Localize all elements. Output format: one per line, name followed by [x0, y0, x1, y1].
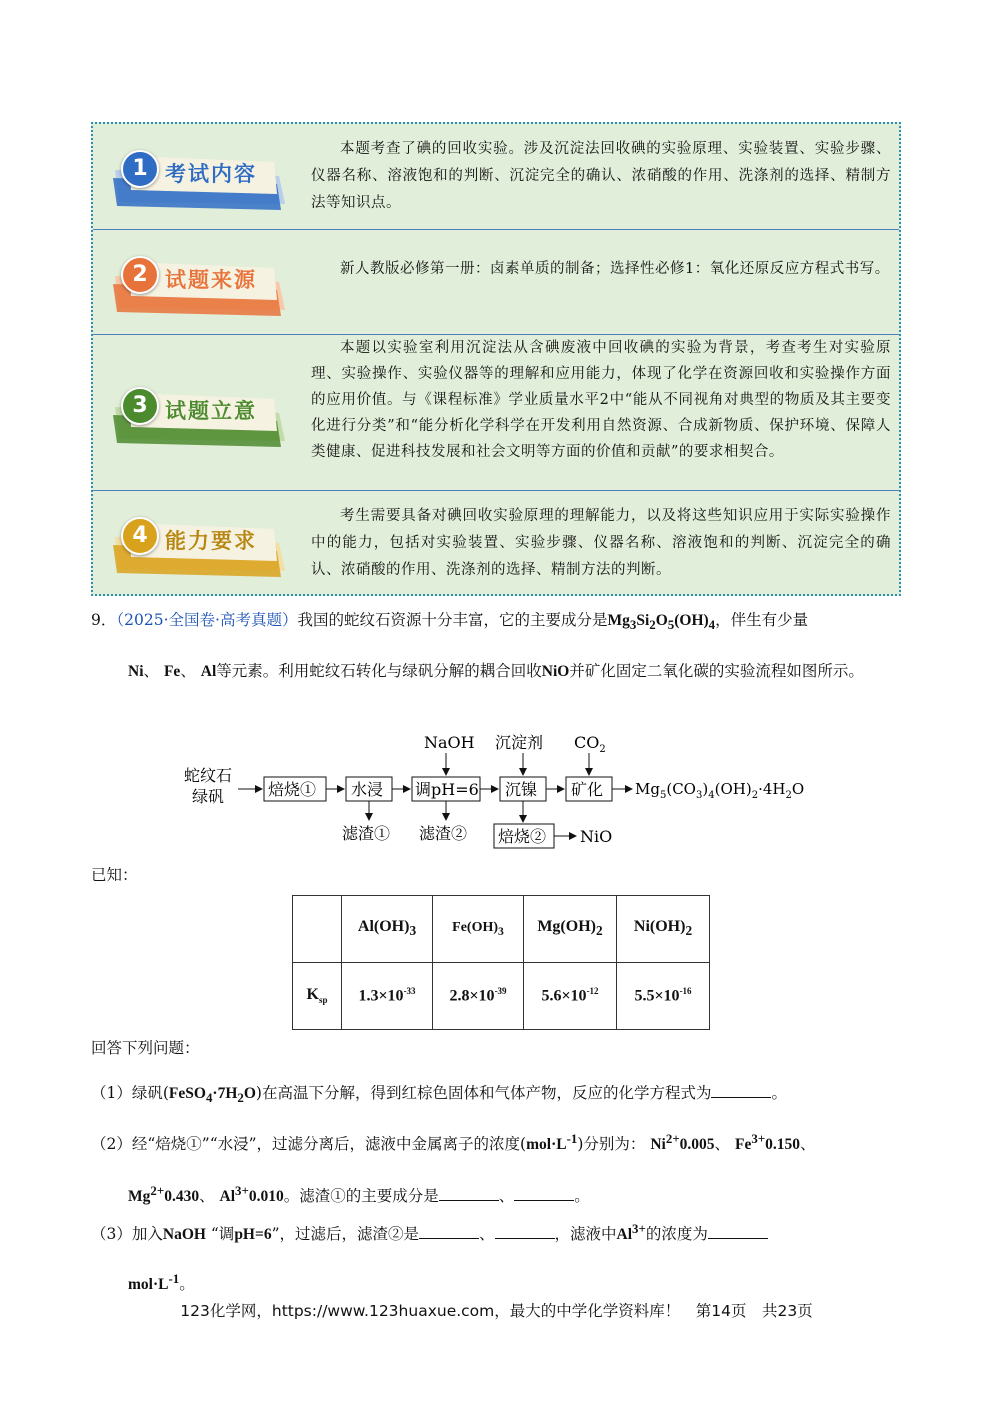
formula-green-vitriol: $FeSO_4\cdot 7H_2O$ [168, 1085, 256, 1106]
badge-label: 试题立意 [165, 399, 257, 423]
formula-serpentine: $Mg_3Si_2O_5(OH)_4$ [607, 612, 716, 633]
ksp-value-aloh3: $1.3\times 10^{-33}$ [342, 963, 433, 1030]
table-row [293, 963, 710, 1030]
question-source-link[interactable]: 2025·全国卷·高考真题 [124, 611, 282, 629]
process-flow-diagram [180, 728, 820, 854]
product-nio: NiO [580, 827, 613, 846]
badge-number: 4 [121, 517, 159, 555]
known-label: 已知： [91, 866, 138, 884]
step-roast1: 焙烧① [268, 780, 317, 799]
question-number: 9． [91, 611, 117, 629]
answer-intro: 回答下列问题： [91, 1039, 200, 1057]
answer-blank[interactable] [495, 1222, 555, 1239]
info-row-exam-content [93, 124, 899, 230]
unit-mol-per-l: $mol\cdot L^{-1}$ [526, 1131, 578, 1154]
answer-blank[interactable] [514, 1184, 574, 1201]
table-row [293, 896, 710, 963]
badge-label: 能力要求 [165, 529, 257, 553]
ksp-row-label: $K_{sp}$ [293, 963, 342, 1030]
ksp-col-feoh3: $Fe(OH)_3$ [433, 896, 524, 963]
residue-2: 滤渣② [419, 824, 468, 843]
page-footer: 123化学网，https://www.123huaxue.com，最大的中学化学资料库！ 第14页 共23页 [180, 1302, 813, 1320]
info-row-ability [93, 491, 899, 595]
answer-blank[interactable] [711, 1081, 771, 1098]
exam-content-text: 本题考查了碘的回收实验。涉及沉淀法回收碘的实验原理、实验装置、实验步骤、仪器名称、溶液饱和的判断、沉淀完全的确认、浓硝酸的作用、洗涤剂的选择、精制方法等知识点。 [311, 141, 891, 211]
ksp-value-feoh3: $2.8\times 10^{-39}$ [433, 963, 524, 1030]
ksp-col-nioh2: $Ni(OH)_2$ [617, 896, 710, 963]
reagent-naoh: NaOH [424, 733, 475, 752]
answer-blank[interactable] [708, 1222, 768, 1239]
answer-blank[interactable] [419, 1222, 479, 1239]
step-adjust-ph: 调pH=6 [415, 780, 479, 799]
badge-number: 3 [121, 387, 159, 425]
ability-text: 考生需要具备对碘回收实验原理的理解能力，以及将这些知识应用于实际实验操作中的能力，包括对实验装置、实验步骤、仪器名称、溶液饱和的判断、沉淀完全的确认、浓硝酸的作用、洗涤剂的选择、精制方法的判断。 [311, 508, 891, 578]
sub-question-1: （1）绿矾$(FeSO_4\cdot 7H_2O)$在高温下分解，得到红棕色固体和气体产物，反应的化学方程式为 。 [91, 1080, 787, 1111]
question-intro: 9．（2025·全国卷·高考真题）我国的蛇纹石资源十分丰富，它的主要成分是$Mg_3Si_2O_5(OH)_4$，伴生有少量 Ni、 Fe、 Al等元素。利用蛇纹石转化与绿矾分解的耦合回收NiO并矿化固定二氧化碳的实验流程如图所示。 [91, 611, 864, 681]
step-roast2: 焙烧② [498, 827, 547, 846]
badge-label: 考试内容 [165, 162, 257, 186]
analysis-info-box [91, 122, 901, 596]
ksp-value-nioh2: $5.5\times 10^{-16}$ [617, 963, 710, 1030]
reagent-precipitant: 沉淀剂 [495, 733, 544, 752]
raw-serpentine: 蛇纹石 [184, 766, 233, 785]
badge-intent [109, 379, 289, 449]
answer-blank[interactable] [439, 1184, 499, 1201]
residue-1: 滤渣① [342, 824, 391, 843]
badge-label: 试题来源 [165, 268, 257, 292]
sub-question-2: （2）经“焙烧①”“水浸”，过滤分离后，滤液中金属离子的浓度$(mol\cdot L^{-1})$分别为： $Ni^{2+}0.005$、 $Fe^{3+}0.150$、 $Mg^{2+}0.430$、 $Al^{3+}0.010$。滤渣①的主要成分是 、 。 [91, 1131, 816, 1206]
step-mineralize: 矿化 [571, 780, 604, 799]
intent-text: 本题以实验室利用沉淀法从含碘废液中回收碘的实验为背景，考查考生对实验原理、实验操作、实验仪器等的理解和应用能力，体现了化学在资源回收和实验操作方面的应用价值。与《课程标准》学业质量水平2中“能从不同视角对典型的物质及其主要变化进行分类”和“能分析化学科学在开发利用自然资源、合成新物质、保护环境、保障人类健康、促进科技发展和社会文明等方面的价值和贡献”的要求相契合。 [311, 340, 891, 460]
info-row-intent [93, 335, 899, 491]
badge-exam-content [109, 142, 289, 212]
raw-green-vitriol: 绿矾 [192, 787, 225, 806]
ksp-col-aloh3: $Al(OH)_3$ [342, 896, 433, 963]
product-basic-mg-carbonate: $Mg_5(CO_3)_4(OH)_2\cdot 4H_2O$ [635, 780, 805, 801]
source-text: 新人教版必修第一册：卤素单质的制备；选择性必修1：氧化还原反应方程式书写。 [340, 261, 890, 277]
badge-ability [109, 509, 289, 579]
sub-question-3: （3）加入NaOH “调pH=6”，过滤后，滤渣②是 、 ，滤液中$Al^{3+}$的浓度为 $mol\cdot L^{-1}$。 [91, 1216, 901, 1298]
info-row-source [93, 230, 899, 335]
step-leach: 水浸 [351, 780, 384, 799]
badge-number: 1 [121, 150, 159, 188]
ksp-value-mgoh2: $5.6\times 10^{-12}$ [524, 963, 617, 1030]
ksp-col-mgoh2: $Mg(OH)_2$ [524, 896, 617, 963]
step-precip-nickel: 沉镍 [505, 780, 538, 799]
ksp-table [292, 895, 710, 1030]
reagent-co2: $CO_2$ [574, 733, 606, 755]
unit-mol-per-l: $mol\cdot L^{-1}$ [128, 1271, 180, 1294]
badge-source [109, 248, 289, 318]
badge-number: 2 [121, 256, 159, 294]
